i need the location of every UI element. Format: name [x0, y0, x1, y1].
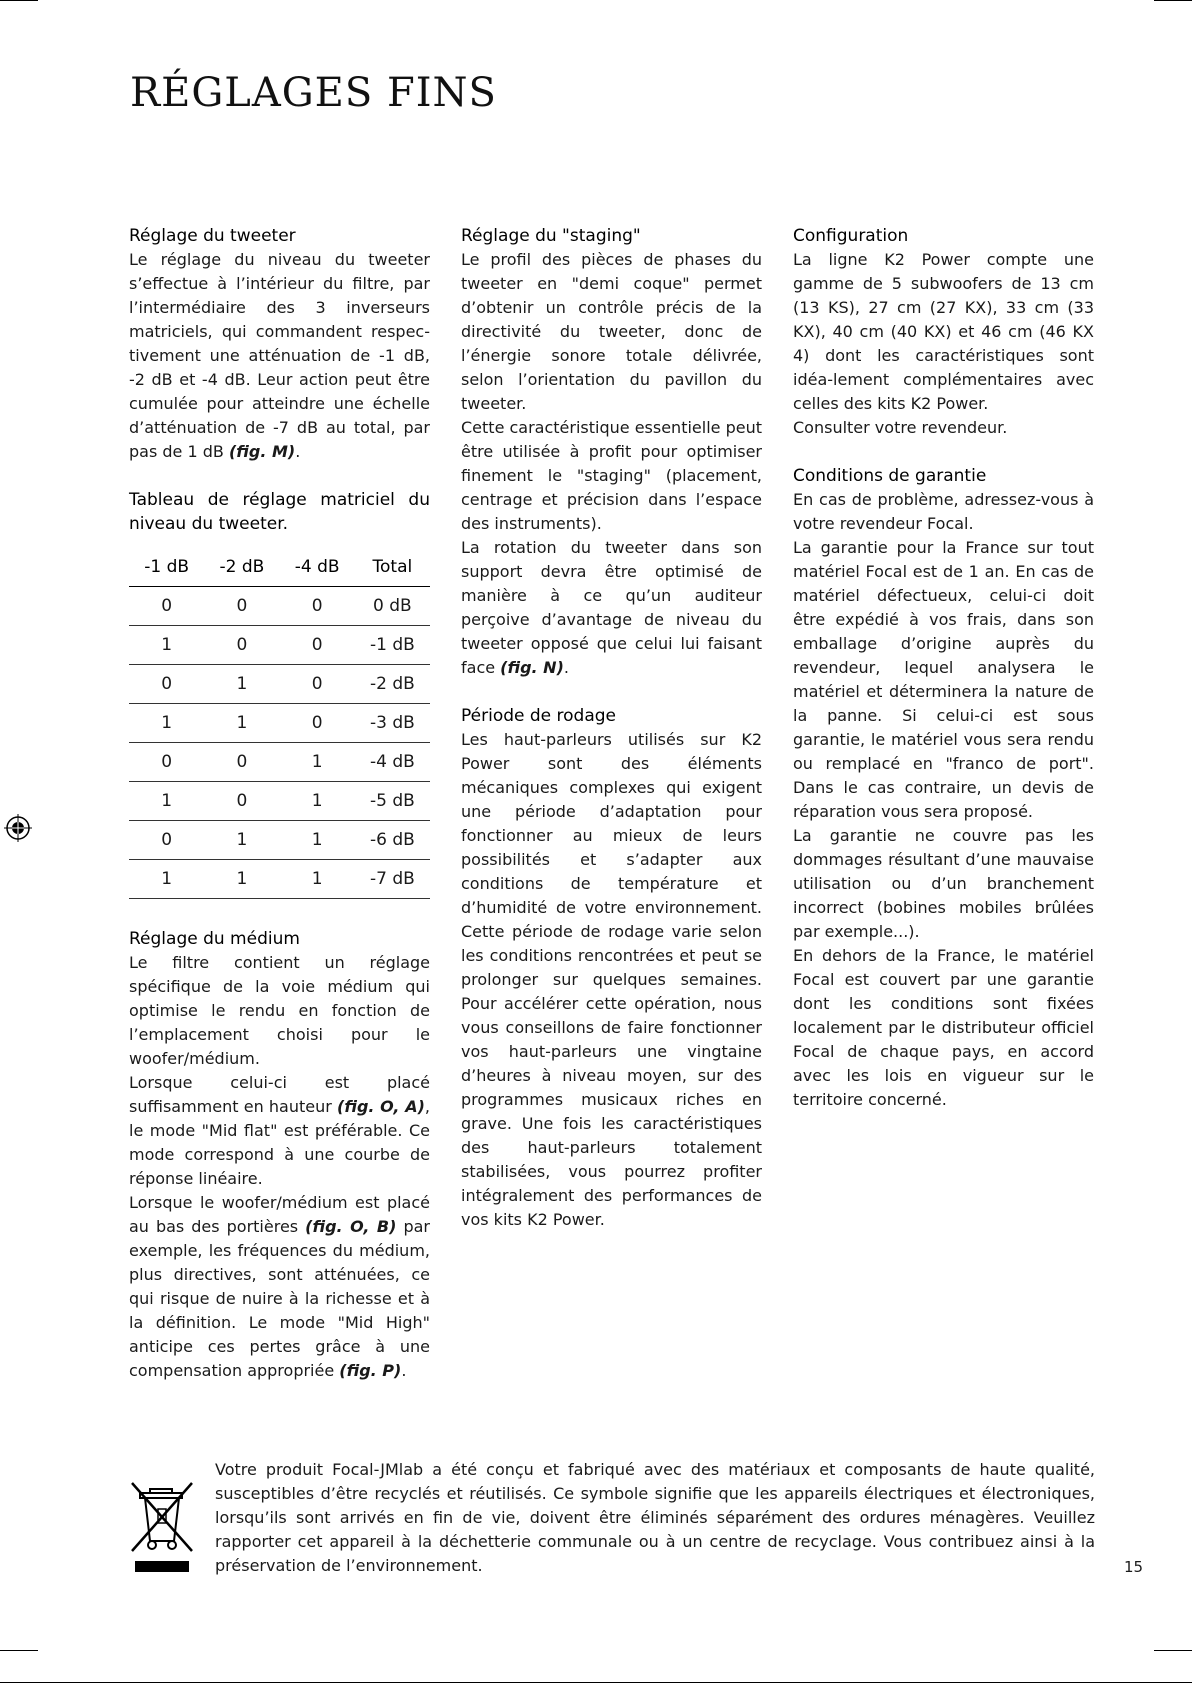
paragraph-configuration-1: La ligne K2 Power compte une gamme de 5 subwoofers de 13 cm (13 KS), 27 cm (27 KX), 33 cm (33 KX), 40 cm (40 KX) et 46 cm (46 KX 4) dont les caractéristiques sont idéa-lement complémentaires avec celles des kits K2 Power.: [793, 250, 1094, 413]
table-cell: 0: [280, 587, 355, 626]
text: Le réglage du niveau du tweeter s’effectue à l’intérieur du filtre, par l’intermédiaire des 3 inverseurs matriciels, qui commandent respec-tivement une atténuation de -1 dB, -2 dB et -4 dB. Leur action peut être cumulée pour atteindre une échelle d’atténuation de -7 dB au total, par pas de 1 dB: [129, 250, 430, 461]
table-cell: -6 dB: [355, 821, 430, 860]
section-heading-garantie: Conditions de garantie: [793, 466, 987, 486]
registration-mark-icon: [4, 814, 32, 842]
figure-reference: (fig. O, B): [305, 1217, 397, 1236]
page-title: RÉGLAGES FINS: [130, 70, 497, 116]
text: .: [295, 442, 301, 461]
table-header-row: [129, 548, 430, 587]
crop-mark: [0, 1682, 1192, 1683]
table-cell: 0: [129, 743, 204, 782]
table-row: [129, 782, 430, 821]
table-cell: -2 dB: [355, 665, 430, 704]
section-heading-medium: Réglage du médium: [129, 929, 300, 949]
table-header-cell: -4 dB: [280, 548, 355, 587]
table-row: [129, 821, 430, 860]
text: .: [563, 658, 569, 677]
paragraph-configuration-2: Consulter votre revendeur.: [793, 418, 1008, 437]
paragraph-garantie-1: En cas de problème, adressez-vous à votre revendeur Focal.: [793, 490, 1094, 533]
table-header-cell: -2 dB: [204, 548, 279, 587]
table-cell: 0: [204, 587, 279, 626]
table-cell: 0: [280, 704, 355, 743]
table-header-cell: -1 dB: [129, 548, 204, 587]
section-heading-configuration: Configuration: [793, 226, 909, 246]
table-cell: 0: [204, 782, 279, 821]
table-cell: 1: [204, 821, 279, 860]
column-left: [129, 224, 430, 1383]
paragraph-medium-3: [129, 1191, 430, 1383]
table-cell: 1: [129, 626, 204, 665]
column-right: [793, 224, 1094, 1112]
table-cell: 0: [129, 587, 204, 626]
table-cell: -1 dB: [355, 626, 430, 665]
table-cell: 1: [204, 860, 279, 899]
table-cell: 1: [129, 704, 204, 743]
text: Lorsque le woofer/médium est placé au bas des portières: [129, 1193, 430, 1236]
paragraph-tweeter: [129, 248, 430, 464]
crossed-out-wheelie-bin-icon: [128, 1479, 198, 1574]
table-cell: 0 dB: [355, 587, 430, 626]
text: La rotation du tweeter dans son support devra être optimisé de manière à ce qu’un auditeur perçoive d’avantage de niveau du tweeter opposé que celui lui faisant face: [461, 538, 762, 677]
section-heading-tweeter: Réglage du tweeter: [129, 226, 296, 246]
recycling-notice: Votre produit Focal-JMlab a été conçu et fabriqué avec des matériaux et composants de haute qualité, susceptibles d’être recyclés et réutilisés. Ce symbole signifie que les appareils électriques et électroniques, lorsqu’ils sont arrivés en fin de vie, doivent être éliminés séparément des ordures ménagères. Veuillez rapporter cet appareil à la déchetterie communale ou à un centre de recyclage. Vous contribuez ainsi à la préservation de l’environnement.: [215, 1460, 1095, 1575]
crop-mark: [0, 1650, 38, 1651]
paragraph-staging-1: Le profil des pièces de phases du tweeter en "demi coque" permet d’obtenir un contrôle précis de la directivité du tweeter, donc de l’énergie sonore totale délivrée, selon l’orientation du pavillon du tweeter.: [461, 250, 762, 413]
text: , le mode "Mid flat" est préférable. Ce mode correspond à une courbe de réponse linéaire.: [129, 1097, 430, 1188]
crop-mark: [1154, 1650, 1192, 1651]
crop-mark: [0, 0, 38, 1]
figure-reference: (fig. O, A): [337, 1097, 425, 1116]
paragraph-garantie-3: La garantie ne couvre pas les dommages résultant d’une mauvaise utilisation ou d’un branchement incorrect (bobines mobiles brûlées par exemple...).: [793, 826, 1094, 941]
section-heading-rodage: Période de rodage: [461, 706, 617, 726]
table-cell: 0: [204, 743, 279, 782]
table-row: [129, 626, 430, 665]
table-cell: 0: [129, 665, 204, 704]
table-row: [129, 587, 430, 626]
paragraph-staging-2: Cette caractéristique essentielle peut être utilisée à profit pour optimiser finement le "staging" (placement, centrage et précision dans l’espace des instruments).: [461, 418, 762, 533]
table-row: [129, 665, 430, 704]
paragraph-rodage: Les haut-parleurs utilisés sur K2 Power sont des éléments mécaniques complexes qui exigent une période d’adaptation pour fonctionner au mieux de leurs possibilités et s’adapter aux conditions de température et d’humidité de votre environnement. Cette période de rodage varie selon les conditions rencontrées et peut se prolonger sur quelques semaines. Pour accélérer cette opération, nous vous conseillons de faire fonctionner vos haut-parleurs une vingtaine d’heures à niveau moyen, sur des programmes musicaux riches en grave. Une fois les caractéristiques des haut-parleurs totalement stabilisées, vous pourrez profiter intégralement des performances de vos kits K2 Power.: [461, 730, 762, 1229]
table-header-cell: Total: [355, 548, 430, 587]
table-cell: -4 dB: [355, 743, 430, 782]
paragraph-garantie-4: En dehors de la France, le matériel Focal est couvert par une garantie dont les conditions sont fixées localement par le distributeur officiel Focal de chaque pays, en accord avec les lois en vigueur sur le territoire concerné.: [793, 946, 1094, 1109]
table-cell: 1: [280, 821, 355, 860]
table-cell: 0: [280, 626, 355, 665]
paragraph-staging-3: [461, 536, 762, 680]
text: .: [401, 1361, 407, 1380]
text: par exemple, les fréquences du médium, plus directives, sont atténuées, ce qui risque de nuire à la richesse et à la définition. Le mode "Mid High" anticipe ces pertes grâce à une compensation appropriée: [129, 1217, 430, 1380]
crop-mark: [1154, 0, 1192, 1]
table-cell: 1: [204, 704, 279, 743]
table-cell: 1: [204, 665, 279, 704]
table-cell: 1: [280, 782, 355, 821]
table-cell: -3 dB: [355, 704, 430, 743]
paragraph-garantie-2: La garantie pour la France sur tout matériel Focal est de 1 an. En cas de matériel défectueux, celui-ci doit être expédié à vos frais, dans son emballage d’origine auprès du revendeur, lequel analysera le matériel et déterminera la nature de la panne. Si celui-ci est sous garantie, le matériel vous sera rendu ou remplacé en "franco de port". Dans le cas contraire, un devis de réparation vous sera proposé.: [793, 538, 1094, 821]
paragraph-medium-2: [129, 1071, 430, 1191]
table-row: [129, 704, 430, 743]
text: Lorsque celui-ci est placé suffisamment en hauteur: [129, 1073, 430, 1116]
table-cell: 1: [129, 782, 204, 821]
page-number: 15: [1124, 1558, 1144, 1576]
figure-reference: (fig. M): [228, 442, 296, 461]
table-row: [129, 860, 430, 899]
tweeter-matrix-table: [129, 548, 430, 899]
figure-reference: (fig. P): [339, 1361, 402, 1380]
table-cell: 1: [280, 860, 355, 899]
table-row: [129, 743, 430, 782]
table-cell: 1: [129, 860, 204, 899]
table-cell: 1: [280, 743, 355, 782]
figure-reference: (fig. N): [500, 658, 564, 677]
table-body: [129, 587, 430, 899]
paragraph-medium-1: Le filtre contient un réglage spécifique de la voie médium qui optimise le rendu en fonction de l’emplacement choisi pour le woofer/médium.: [129, 953, 430, 1068]
table-cell: 0: [129, 821, 204, 860]
column-middle: [461, 224, 762, 1232]
table-cell: -5 dB: [355, 782, 430, 821]
section-heading-staging: Réglage du "staging": [461, 226, 641, 246]
table-cell: 0: [280, 665, 355, 704]
table-title: Tableau de réglage matriciel du niveau du tweeter.: [129, 490, 430, 534]
table-cell: -7 dB: [355, 860, 430, 899]
table-cell: 0: [204, 626, 279, 665]
